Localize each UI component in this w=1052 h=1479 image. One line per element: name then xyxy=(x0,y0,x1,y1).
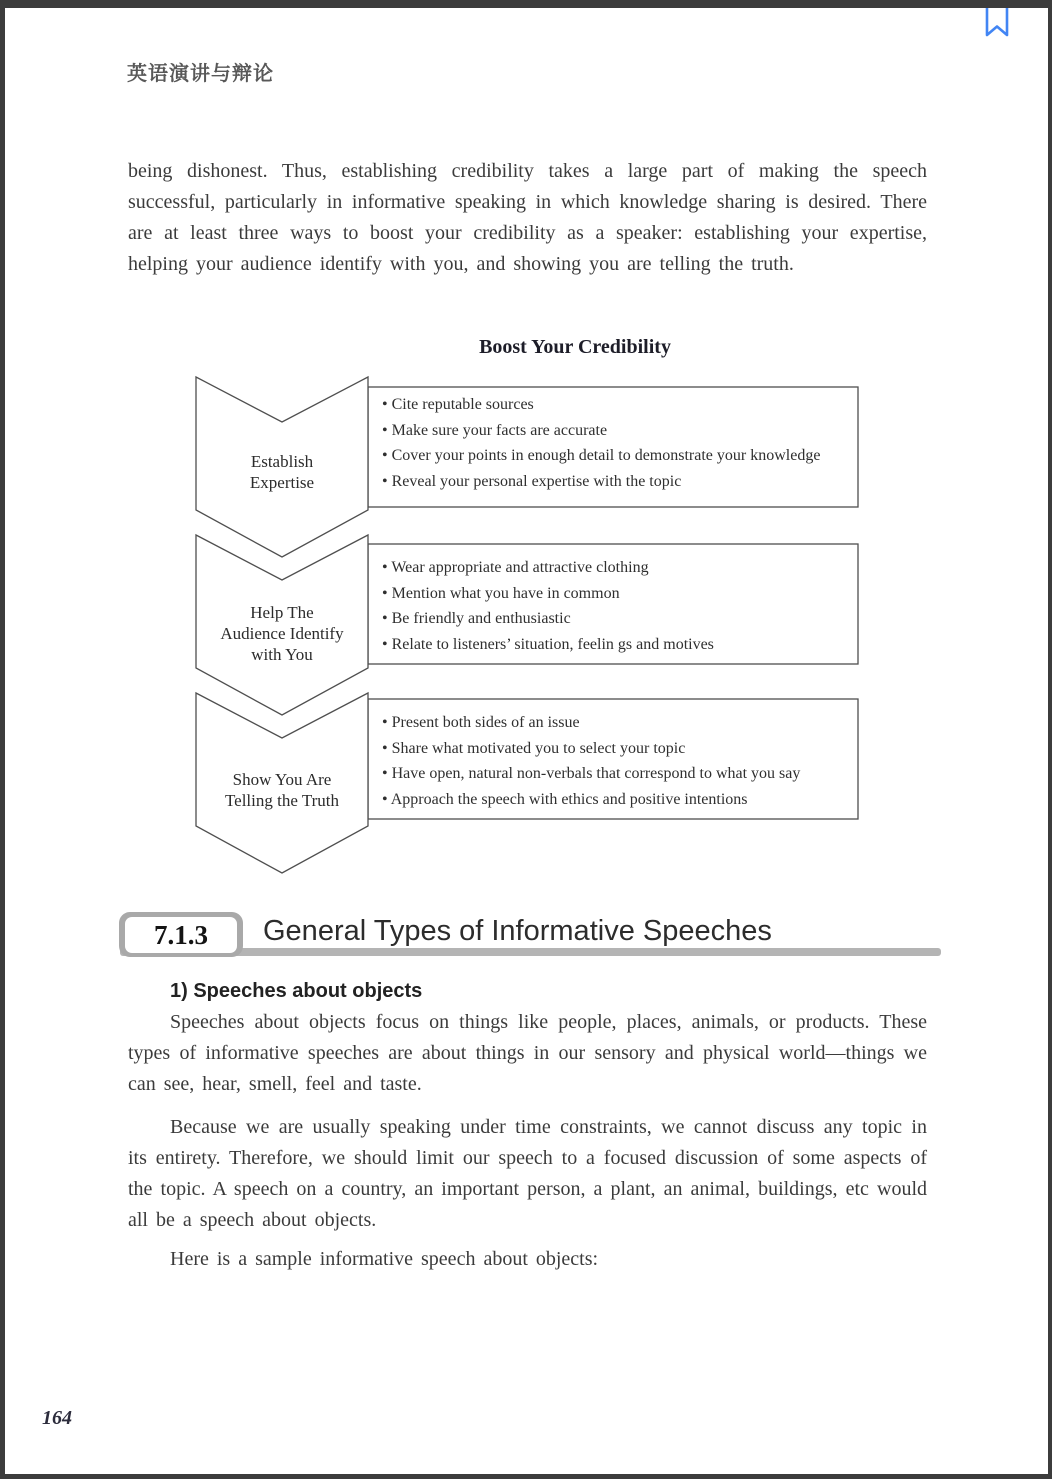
bookmark-icon-path xyxy=(987,8,1007,35)
running-header-book-title: 英语演讲与辩论 xyxy=(127,63,274,85)
bullet-item: • Reveal your personal expertise with the topic xyxy=(382,469,860,495)
intro-paragraph: being dishonest. Thus, establishing credibility takes a large part of making the speech successful, particularly in informative speaking in which knowledge sharing is desired. There are at least three ways to boost your credibility as a speaker: establishing your expertise, helping your audience identify with you, and showing you are telling the truth. xyxy=(128,160,927,275)
subsection-heading: 1) Speeches about objects xyxy=(170,980,423,1002)
label-line: Help The xyxy=(250,603,314,622)
bullet-item: • Relate to listeners’ situation, feelin gs and motives xyxy=(382,632,860,658)
bullet-item: • Cover your points in enough detail to demonstrate your knowledge xyxy=(382,443,860,469)
bullet-item: • Cite reputable sources xyxy=(382,392,860,418)
label-line: Establish xyxy=(250,452,314,471)
objects-paragraph-1: Speeches about objects focus on things like people, places, animals, or products. These types of informative speeches are about things in our sensory and physical world—things we can see, hear, smell, feel and taste. xyxy=(128,1011,927,1095)
bullet-item: • Present both sides of an issue xyxy=(382,710,860,736)
label-line: Audience Identify xyxy=(220,624,344,643)
section-heading-underline xyxy=(120,948,941,956)
bullet-item: • Have open, natural non-verbals that correspond to what you say xyxy=(382,761,860,787)
label-line: Show You Are xyxy=(232,770,332,789)
section-title: General Types of Informative Speeches xyxy=(263,915,772,947)
page-number: 164 xyxy=(42,1407,72,1429)
label-line: Telling the Truth xyxy=(224,791,340,810)
diagram-title: Boost Your Credibility xyxy=(479,336,671,358)
objects-paragraph-3: Here is a sample informative speech about objects: xyxy=(170,1248,599,1270)
bullet-list-establish-expertise xyxy=(382,392,860,494)
chevron-label-telling-truth xyxy=(196,769,368,811)
bullet-item: • Share what motivated you to select your topic xyxy=(382,736,860,762)
objects-paragraph-2: Because we are usually speaking under time constraints, we cannot discuss any topic in its entirety. Therefore, we should limit our speech to a focused discussion of some aspects of the topic. A speech on a country, an important person, a plant, an animal, buildings, etc would all be a speech about objects. xyxy=(128,1116,927,1231)
book-page xyxy=(5,8,1048,1474)
bullet-item: • Wear appropriate and attractive clothing xyxy=(382,555,860,581)
label-line: with You xyxy=(251,645,313,664)
bullet-item: • Be friendly and enthusiastic xyxy=(382,606,860,632)
bullet-list-audience-identify xyxy=(382,555,860,657)
bookmark-icon[interactable] xyxy=(984,8,1010,38)
bullet-item: • Mention what you have in common xyxy=(382,581,860,607)
bullet-item: • Make sure your facts are accurate xyxy=(382,418,860,444)
chevron-label-audience-identify xyxy=(196,602,368,665)
section-number-badge xyxy=(119,912,243,957)
chevron-label-establish-expertise xyxy=(196,451,368,493)
bullet-item: • Approach the speech with ethics and positive intentions xyxy=(382,787,860,813)
label-line: Expertise xyxy=(249,473,315,492)
section-number: 7.1.3 xyxy=(125,917,237,953)
bullet-list-telling-truth xyxy=(382,710,860,812)
